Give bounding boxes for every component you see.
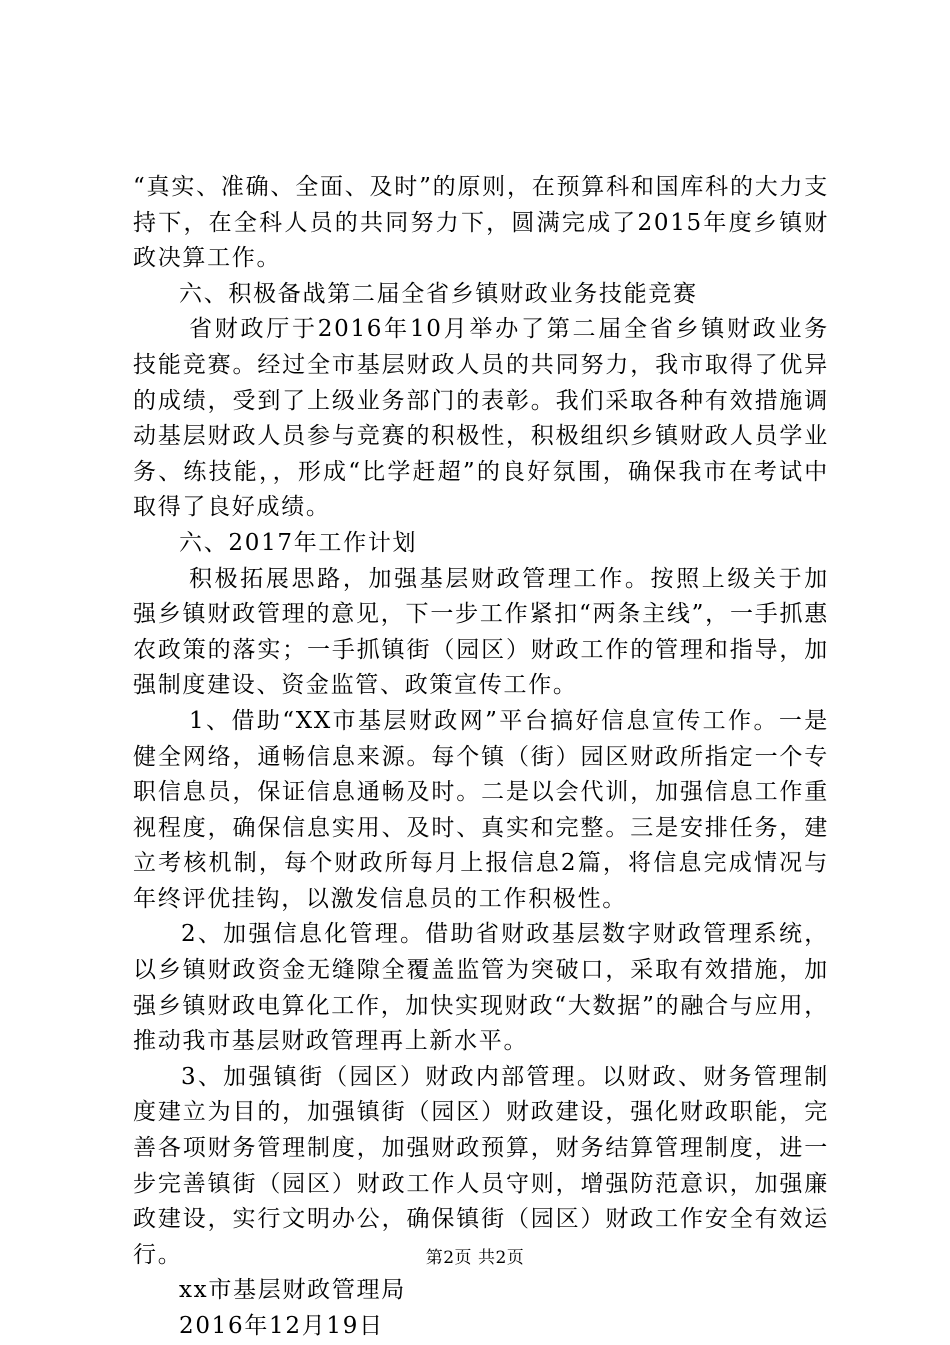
paragraph-plan-item-1: 1、借助“XX市基层财政网”平台搞好信息宣传工作。一是健全网络，通畅信息来源。每个镇（街）园区财政所指定一个专职信息员，保证信息通畅及时。二是以会代训，加强信息工作重视程度，确保信息实用、及时、真实和完整。三是安排任务，建立考核机制，每个财政所每月上报信息2篇，将信息完成情况与年终评优挂钩，以激发信息员的工作积极性。	[133, 707, 829, 912]
section-heading-competition: 六、积极备战第二届全省乡镇财政业务技能竞赛	[179, 280, 698, 307]
section-heading-2017-plan: 六、2017年工作计划	[179, 529, 418, 556]
signature-organization: xx市基层财政管理局	[179, 1277, 406, 1304]
paragraph-plan-item-2: 2、加强信息化管理。借助省财政基层数字财政管理系统，以乡镇财政资金无缝隙全覆盖监管为突破口，采取有效措施，加强乡镇财政电算化工作，加快实现财政“大数据”的融合与应用，推动我市基层财政管理再上新水平。	[133, 921, 829, 1055]
paragraph-closing-2015: “真实、准确、全面、及时”的原则，在预算科和国库科的大力支持下，在全科人员的共同努力下，圆满完成了2015年度乡镇财政决算工作。	[133, 174, 829, 272]
page-number-footer: 第2页 共2页	[425, 1248, 525, 1268]
signature-date: 2016年12月19日	[179, 1313, 384, 1339]
paragraph-plan-overview: 积极拓展思路，加强基层财政管理工作。按照上级关于加强乡镇财政管理的意见，下一步工作紧扣“两条主线”，一手抓惠农政策的落实；一手抓镇街（园区）财政工作的管理和指导，加强制度建设、资金监管、政策宣传工作。	[133, 565, 829, 699]
paragraph-plan-item-3: 3、加强镇街（园区）财政内部管理。以财政、财务管理制度建立为目的，加强镇街（园区）财政建设，强化财政职能，完善各项财务管理制度，加强财政预算，财务结算管理制度，进一步完善镇街（园区）财政工作人员守则，增强防范意识，加强廉政建设，实行文明办公，确保镇街（园区）财政工作安全有效运行。	[133, 1063, 829, 1268]
document-body	[133, 170, 829, 1345]
paragraph-competition: 省财政厅于2016年10月举办了第二届全省乡镇财政业务技能竞赛。经过全市基层财政人员的共同努力，我市取得了优异的成绩，受到了上级业务部门的表彰。我们采取各种有效措施调动基层财政人员参与竞赛的积极性，积极组织乡镇财政人员学业务、练技能，，形成“比学赶超”的良好氛围，确保我市在考试中取得了良好成绩。	[133, 316, 829, 521]
